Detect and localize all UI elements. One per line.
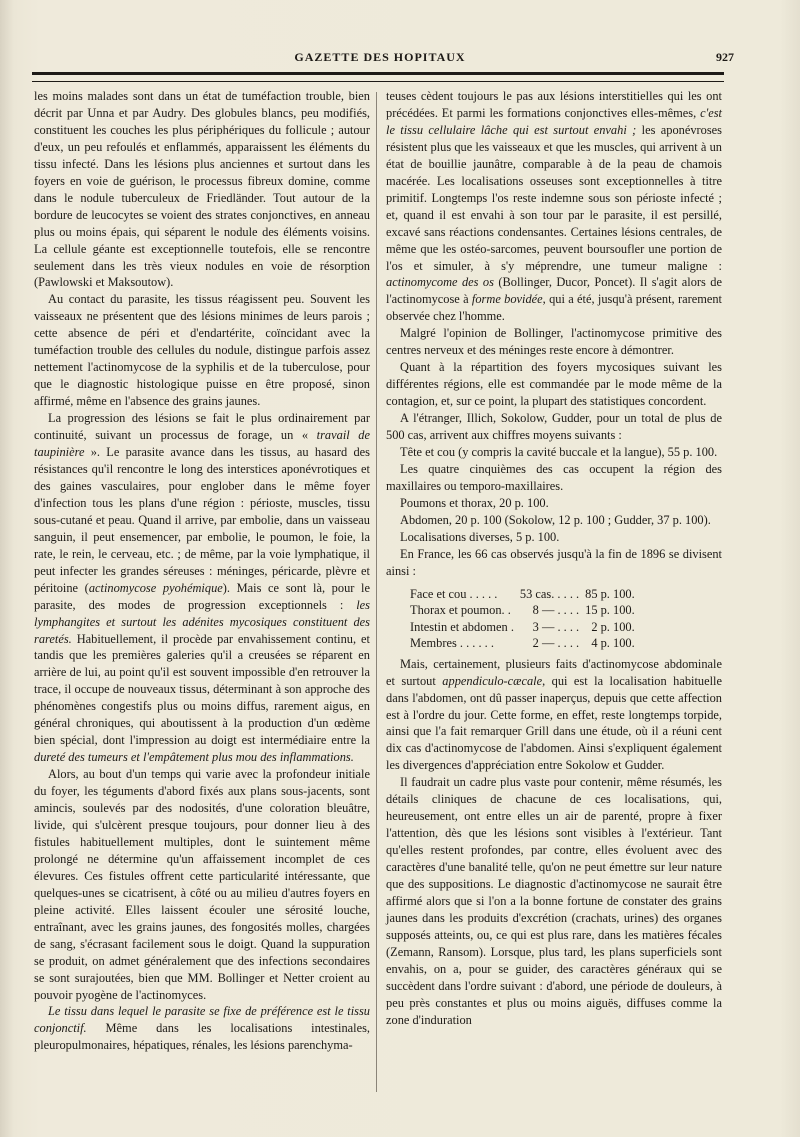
- right-column: [386, 88, 722, 1029]
- italic-phrase: les lymphangites et surtout les adénites mycosiques constituent des raretés.: [34, 597, 370, 646]
- paragraph: Localisations diverses, 5 p. 100.: [400, 529, 560, 544]
- paragraph: A l'étranger, Illich, Sokolow, Gudder, pour un total de plus de 500 cas, arrivent aux chiffres moyens suivants :: [386, 411, 722, 443]
- paragraph: Au contact du parasite, les tissus réagissent peu. Souvent les vaisseaux ne présentent que des lésions minimes de leurs parois ; cette absence de péri et d'endartérite, coïncidant avec la tuméfaction trouble des cellules du nodule, distingue parfois assez nettement l'actinomycose de la syphilis et de la tuberculose, pour que le diagnostic histologique puisse en être proposé, sinon affirmé, même en l'absence des grains jaunes.: [34, 292, 370, 409]
- table-cell-region: Face et cou . . . . .: [410, 586, 498, 601]
- table-cell-cases: 8 — . . . .: [532, 603, 580, 618]
- italic-phrase: Le tissu dans lequel le parasite se fixe de préférence est le tissu conjonctif.: [34, 1004, 370, 1036]
- italic-phrase: appendiculo-cæcale: [442, 673, 543, 688]
- paragraph: Mais, certainement, plusieurs faits d'actinomycose abdominale et surtout appendiculo-cæcale, qui est la localisation habituelle dans l'abdomen, ont dû passer inaperçus, depuis que cette affection est à l'ordre du jour. Cette forme, en effet, reste longtemps torpide, ainsi que l'a fait remarquer Grill dans une étude, où il a réuni cent dix cas d'actinomycose de l'abdomen. Ainsi s'expliquent également les divergences d'appréciation entre Sokolow et Gudder.: [386, 656, 722, 773]
- paragraph: En France, les 66 cas observés jusqu'à la fin de 1896 se divisent ainsi :: [386, 546, 722, 578]
- table-cell-region: Intestin et abdomen .: [410, 619, 514, 634]
- italic-phrase: actinomycose pyohémique: [88, 580, 223, 595]
- table-row: [410, 586, 641, 603]
- table-cell-percent: 15 p. 100.: [585, 603, 635, 618]
- table-cell-cases: 2 — . . . .: [532, 636, 580, 651]
- paragraph: Quant à la répartition des foyers mycosiques suivant les différentes régions, elle est commandée par le mode même de la contagion, et, sur ce point, la plupart des statistiques concordent.: [386, 360, 722, 409]
- italic-phrase: actinomycome des os: [386, 275, 494, 290]
- italic-phrase: c'est le tissu cellulaire lâche qui est surtout envahi ;: [386, 105, 722, 137]
- paragraph: Alors, au bout d'un temps qui varie avec la profondeur initiale du foyer, les téguments d'abord fixés aux plans sous-jacents, sont amincis, soulevés par des nodosités, d'une coloration bleuâtre, livide, qui s'ulcèrent presque toujours, pour donner lieu à des fistules habituellement multiples, dont le suintement même prolongé ne détermine qu'un affaissement incomplet de ces élevures. Ces fistules offrent cette particularité intéressante, que quelques-unes se cicatrisent, à côté ou au milieu d'autres foyers en pleine activité. Elles laissent écouler une sérosité louche, entraînant, avec les grains jaunes, des fongosités molles, chargées de sang, s'écrasant facilement sous le doigt. Quand la suppuration se produit, on admet généralement que des infections secondaires se sont surajoutées, bien que MM. Bollinger et Netter croient au pouvoir pyogène de l'actinomyces.: [34, 767, 370, 1002]
- table-cell-region: Membres . . . . . .: [410, 636, 494, 651]
- paragraph: Abdomen, 20 p. 100 (Sokolow, 12 p. 100 ; Gudder, 37 p. 100).: [400, 512, 711, 527]
- column-divider: [376, 92, 377, 1092]
- italic-phrase: forme bovidée: [471, 292, 543, 307]
- italic-phrase: travail de taupinière: [34, 428, 370, 460]
- page-header: [30, 50, 734, 68]
- table-row: [410, 602, 641, 619]
- paragraph: Poumons et thorax, 20 p. 100.: [400, 495, 549, 510]
- paragraph: les moins malades sont dans un état de tuméfaction trouble, bien décrit par Unna et par Audry. Des globules blancs, peu modifiés, constituent les couches les plus périphériques du follicule ; autour d'eux, un peu refoulés et enflammés, apparaissent les éléments du tissu infecté. Dans les lésions plus anciennes et surtout dans les foyers en voie de guérison, le processus fibreux domine, comme dans le nodule tuberculeux de Friedländer. Tout autour de la bordure de leucocytes se voient des strates conjonctives, en anneau plus ou moins épais, qui séparent le nodule des éléments voisins. La cellule géante est exceptionnelle toutefois, elle se rencontre seulement dans les très vieux nodules en voie de résorption (Pawlowski et Maksoutow).: [34, 89, 370, 290]
- paragraph: Malgré l'opinion de Bollinger, l'actinomycose primitive des centres nerveux et des méninges reste encore à démontrer.: [386, 326, 722, 358]
- table-row: [410, 619, 641, 636]
- statistics-table: [410, 586, 641, 652]
- journal-title: GAZETTE DES HOPITAUX: [294, 50, 466, 64]
- table-cell-percent: 4 p. 100.: [591, 636, 635, 651]
- table-cell-region: Thorax et poumon. .: [410, 603, 511, 618]
- paragraph: Les quatre cinquièmes des cas occupent la région des maxillaires ou temporo-maxillaires.: [386, 461, 722, 493]
- table-cell-cases: 53 cas. . . . .: [519, 586, 580, 601]
- table-cell-percent: 2 p. 100.: [591, 619, 635, 634]
- table-row: [410, 635, 641, 652]
- paragraph: teuses cèdent toujours le pas aux lésions interstitielles qui les ont précédées. Et parmi les formations conjonctives elles-mêmes, c'est le tissu cellulaire lâche qui est surtout envahi ; les aponévroses résistent plus que les vaisseaux et que les muscles, qui arrivent à un état de bouillie jaunâtre, comparable à de la peau de chamois macérée. Les localisations osseuses sont exceptionnelles à titre primitif. Longtemps l'os reste indemne sous son périoste infecté ; et, quand il est envahi à son tour par le parasite, il est persillé, excavé sans réactions condensantes. Certaines lésions centrales, de même que les ostéo-sarcomes, peuvent boursoufler une portion de l'os et simuler, à s'y méprendre, une tumeur maligne : actinomycome des os (Bollinger, Ducor, Poncet). Il s'agit alors de l'actinomycose à forme bovidée, qui a été, jusqu'à présent, rarement observée chez l'homme.: [386, 89, 723, 324]
- paragraph: Le tissu dans lequel le parasite se fixe de préférence est le tissu conjonctif. Même dans les localisations intestinales, pleuropulmonaires, hépatiques, rénales, les lésions parenchyma-: [34, 1004, 370, 1053]
- page-number: 927: [716, 50, 734, 64]
- paragraph: Tête et cou (y compris la cavité buccale et la langue), 55 p. 100.: [400, 445, 718, 460]
- table-cell-percent: 85 p. 100.: [585, 586, 635, 601]
- italic-phrase: dureté des tumeurs et l'empâtement plus mou des inflammations.: [34, 750, 354, 765]
- paragraph: Il faudrait un cadre plus vaste pour contenir, même résumés, les détails cliniques de chacune de ces localisations, qui, heureusement, ont entre elles un air de parenté, propre à fixer l'attention, dès que les lésions sont visibles à l'extérieur. Tant qu'elles restent profondes, par contre, elles évoluent avec des caractères d'une banalité telle, qu'on ne peut émettre sur leur nature que des suppositions. Le diagnostic d'actinomycose ne saurait être affirmé alors que si l'on a la bonne fortune de constater des grains jaunes dans les produits d'excrétion (crachats, urines) des organes supposés atteints, ou, ce qui est plus rare, dans les matières fécales (Zemann, Ransom). Lorsque, plus tard, les plans superficiels sont envahis, on a, pour se guider, des caractères généraux qui se succèdent dans l'ordre suivant : d'abord, une période de douleurs, à peu près constantes et plus ou moins aiguës, diffuses comme la zone d'induration: [386, 775, 722, 1027]
- left-column: [34, 88, 370, 1054]
- table-cell-cases: 3 — . . . .: [532, 619, 580, 634]
- paragraph: La progression des lésions se fait le plus ordinairement par continuité, suivant un processus de forage, un « travail de taupinière ». Le parasite avance dans les tissus, au hasard des résistances qu'il rencontre le long des interstices aponévrotiques et des gaines vasculaires, pour englober dans le même foyer d'infection tous les plans d'une région : périoste, muscles, tissu sous-cutané et peau. Quand il arrive, par embolie, dans un vaisseau sanguin, il peut ensemencer, par embolie, le poumon, le foie, la rate, le rein, le cerveau, etc. ; de même, par la voie lymphatique, il peut infecter les grandes séreuses : méninges, péricarde, plèvre et péritoine (actinomycose pyohémique). Mais ce sont là, pour le parasite, des modes de progression exceptionnels : les lymphangites et surtout les adénites mycosiques constituent des raretés. Habituellement, il procède par envahissement continu, et tandis que les premières galeries qu'il a creusées se réparent en arrière de lui, au point qu'il est souvent impossible d'en retrouver la trace, il occupe de nouveaux tissus, déterminant à son approche des phénomènes congestifs plus ou moins diffus, rarement aigus, en général chroniques, qui aboutissent à la production d'un œdème bien spécial, dont l'impression au doigt est intermédiaire entre la dureté des tumeurs et l'empâtement plus mou des inflammations.: [34, 411, 370, 765]
- header-rule-thin: [32, 81, 724, 82]
- header-rule-thick: [32, 72, 724, 75]
